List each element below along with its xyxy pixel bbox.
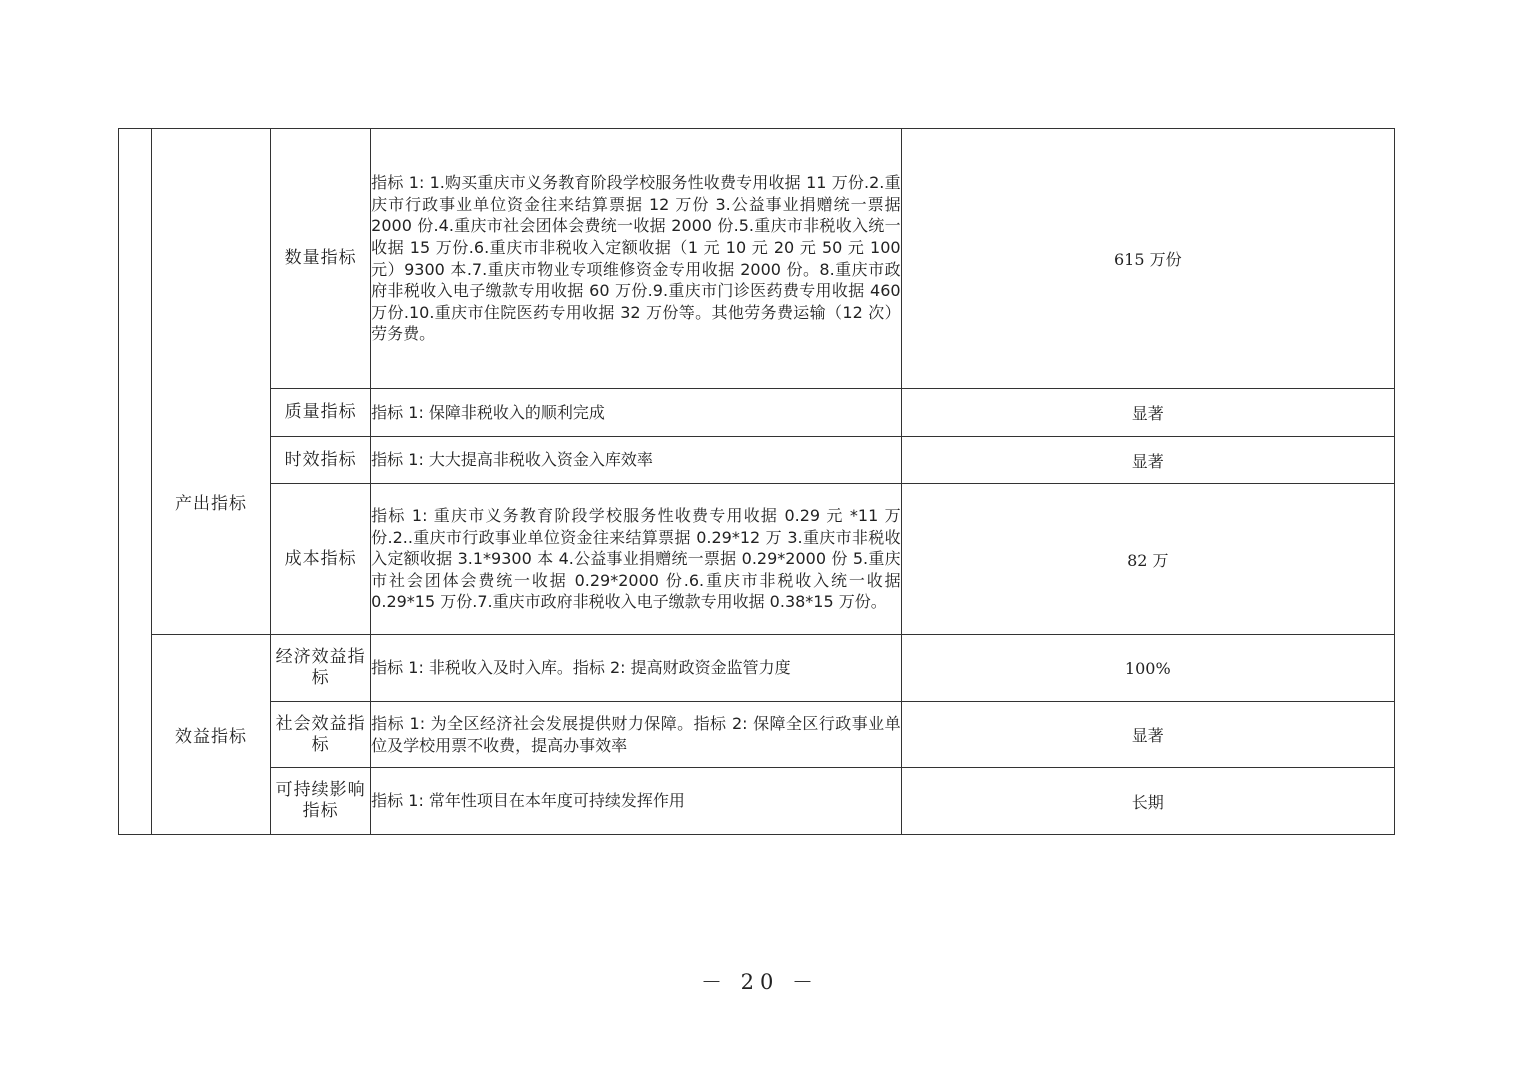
table-row — [119, 129, 1395, 389]
table-row — [119, 768, 1395, 835]
indicator-description: 指标 1: 大大提高非税收入资金入库效率 — [371, 437, 901, 484]
indicator-description: 指标 1: 重庆市义务教育阶段学校服务性收费专用收据 0.29 元 *11 万份.2..重庆市行政事业单位资金往来结算票据 0.29*12 万 3.重庆市非税收入定额收据 3.1*9300 本 4.公益事业捐赠统一票据 0.29*2000 份 5.重庆市社会团体会费统一收据 0.29*2000 份.6.重庆市非税收入统一收据 0.29*15 万份.7.重庆市政府非税收入电子缴款专用收据 0.38*15 万份。 — [371, 484, 901, 635]
indicator-value: 显著 — [901, 437, 1394, 484]
indicator-value: 100% — [901, 635, 1394, 702]
subcategory-economic-benefit: 经济效益指标 — [271, 635, 371, 702]
subcategory-cost: 成本指标 — [271, 484, 371, 635]
indicator-value: 显著 — [901, 389, 1394, 437]
subcategory-sustainable-impact: 可持续影响指标 — [271, 768, 371, 835]
indicator-description: 指标 1: 为全区经济社会发展提供财力保障。指标 2: 保障全区行政事业单位及学校用票不收费，提高办事效率 — [371, 702, 901, 768]
indicator-value: 显著 — [901, 702, 1394, 768]
category-output-cell: 产出指标 — [152, 129, 271, 635]
table-row — [119, 702, 1395, 768]
table-row — [119, 484, 1395, 635]
subcategory-social-benefit: 社会效益指标 — [271, 702, 371, 768]
table-row — [119, 389, 1395, 437]
indicator-description: 指标 1: 保障非税收入的顺利完成 — [371, 389, 901, 437]
performance-indicator-table — [118, 128, 1395, 835]
subcategory-quality: 质量指标 — [271, 389, 371, 437]
table-row — [119, 635, 1395, 702]
subcategory-timeliness: 时效指标 — [271, 437, 371, 484]
indicator-description: 指标 1: 非税收入及时入库。指标 2: 提高财政资金监管力度 — [371, 635, 901, 702]
category-benefit-cell: 效益指标 — [152, 635, 271, 835]
indicator-value: 615 万份 — [901, 129, 1394, 389]
indicator-value: 82 万 — [901, 484, 1394, 635]
page-number: － 20 － — [700, 970, 820, 994]
indicator-description: 指标 1: 1.购买重庆市义务教育阶段学校服务性收费专用收据 11 万份.2.重庆市行政事业单位资金往来结算票据 12 万份 3.公益事业捐赠统一票据 2000 份.4.重庆市社会团体会费统一收据 2000 份.5.重庆市非税收入统一收据 15 万份.6.重庆市非税收入定额收据（1 元 10 元 20 元 50 元 100 元）9300 本.7.重庆市物业专项维修资金专用收据 2000 份。8.重庆市政府非税收入电子缴款专用收据 60 万份.9.重庆市门诊医药费专用收据 460 万份.10.重庆市住院医药专用收据 32 万份等。其他劳务费运输（12 次）劳务费。 — [371, 129, 901, 389]
indicator-value: 长期 — [901, 768, 1394, 835]
subcategory-quantity: 数量指标 — [271, 129, 371, 389]
left-blank-cell — [119, 129, 152, 835]
table-row — [119, 437, 1395, 484]
indicator-description: 指标 1: 常年性项目在本年度可持续发挥作用 — [371, 768, 901, 835]
